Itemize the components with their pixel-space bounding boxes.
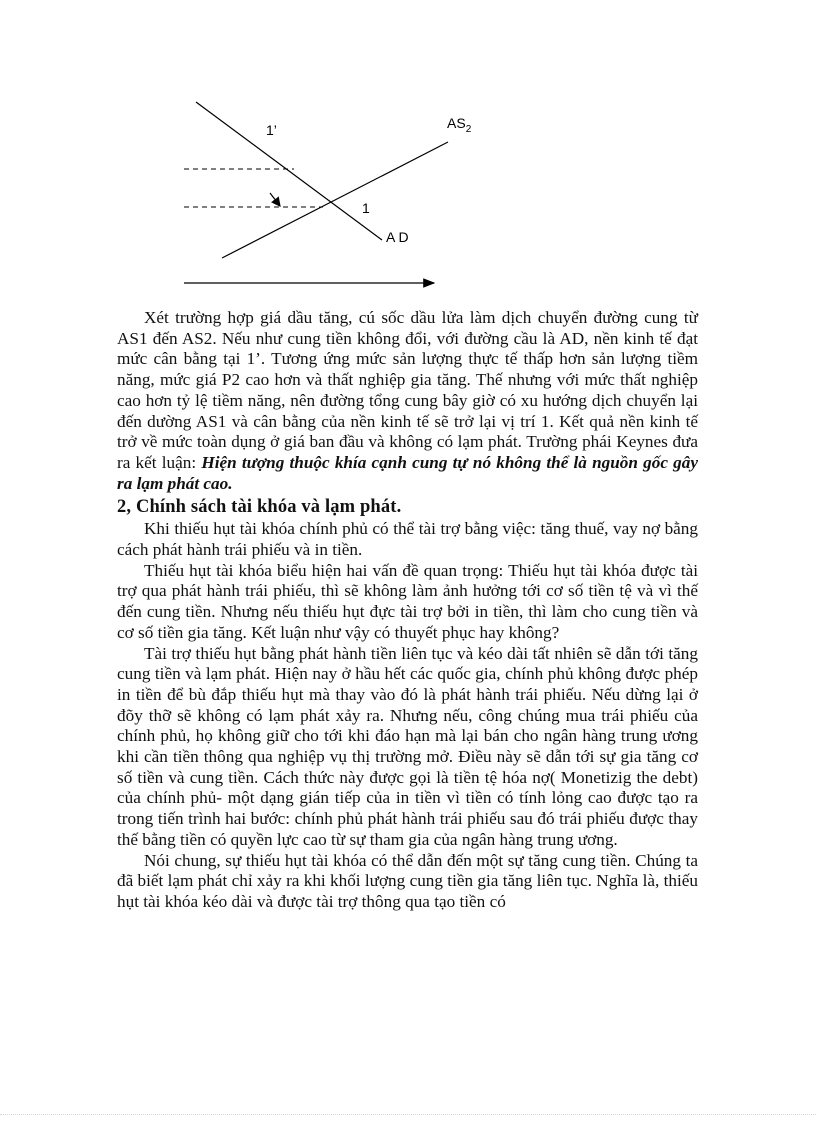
paragraph-money-supply: Nói chung, sự thiếu hụt tài khóa có thể dẫn đến một sự tăng cung tiền. Chúng ta đã biết lạm phát chỉ xảy ra khi khối lượng cung tiền gia tăng liên tục. Nghĩa là, thiếu hụt tài khóa kéo dài và được tài trợ thông qua tạo tiền có bbox=[117, 850, 698, 911]
point-1-prime-label: 1’ bbox=[266, 122, 277, 138]
bottom-dotted-rule bbox=[0, 1114, 816, 1115]
document-body bbox=[117, 308, 698, 913]
as2-curve bbox=[222, 142, 448, 258]
ad-label: A D bbox=[386, 229, 409, 245]
keynes-conclusion: Hiện tượng thuộc khía cạnh cung tự nó không thể là nguồn gốc gây ra lạm phát cao. bbox=[117, 452, 698, 493]
point-1-label: 1 bbox=[362, 200, 370, 216]
as2-label bbox=[447, 115, 472, 135]
paragraph-supply-shock-text: Xét trường hợp giá dầu tăng, cú sốc dầu lửa làm dịch chuyển đường cung từ AS1 đến AS2. Nếu như cung tiền không đổi, với đường cầu là AD, nền kinh tế đạt mức cân bằng tại 1’. Tương ứng mức sản lượng thực tế thấp hơn sản lượng tiềm năng, mức giá P2 cao hơn và thất nghiệp gia tăng. Thế nhưng với mức thất nghiệp cao hơn tỷ lệ tiềm năng, nên đường tổng cung bây giờ có xu hướng dịch chuyển lại đến dường AS1 và cân bằng của nền kinh tế sẽ trở lại vị trí 1. Kết quả nền kinh tế trở về mức toàn dụng ở giá ban đầu và không có lạm phát. Trường phái Keynes đưa ra kết luận: bbox=[117, 308, 698, 472]
paragraph-deficit-financing: Khi thiếu hụt tài khóa chính phủ có thể tài trợ bằng việc: tăng thuế, vay nợ bằng cách phát hành trái phiếu và in tiền. bbox=[117, 519, 698, 560]
shift-arrow bbox=[270, 193, 280, 206]
as2-label-main: AS bbox=[447, 115, 466, 131]
as2-label-subscript: 2 bbox=[465, 124, 472, 135]
as-ad-diagram bbox=[160, 90, 520, 300]
paragraph-deficit-issues: Thiếu hụt tài khóa biểu hiện hai vấn đề quan trọng: Thiếu hụt tài khóa được tài trợ qua phát hành trái phiếu, thì sẽ không làm ảnh hưởng tới cơ số tiền tệ và vì thế đến cung tiền. Nhưng nếu thiếu hụt đực tài trợ bởi in tiền, thì làm cho cung tiền và cơ số tiền gia tăng. Kết luận như vậy có thuyết phục hay không? bbox=[117, 560, 698, 642]
section-heading: 2, Chính sách tài khóa và lạm phát. bbox=[117, 497, 402, 518]
ad-curve bbox=[196, 102, 382, 240]
paragraph-money-creation: Tài trợ thiếu hụt bằng phát hành tiền liên tục và kéo dài tất nhiên sẽ dẫn tới tăng cung tiền và lạm phát. Hiện nay ở hầu hết các quốc gia, chính phủ không được phép in tiền để bù đắp thiếu hụt mà thay vào đó là phát hành trái phiếu. Nếu dừng lại ở đõy thỡ sẽ không có lạm phát xảy ra. Nhưng nếu, công chúng mua trái phiếu của chính phủ, họ không giữ cho tới khi đáo hạn mà lại bán cho ngân hàng trung ương khi cần tiền thông qua nghiệp vụ thị trường mở. Điều này sẽ dẫn tới sự gia tăng cơ số tiền và cung tiền. Cách thức này được gọi là tiền tệ hóa nợ( Monetizig the debt) của chính phủ- một dạng gián tiếp của in tiền vì tiền có tính lỏng cao được tạo ra trong tiến trình hai bước: chính phủ phát hành trái phiếu sau đó trái phiếu được thay thế bằng tiền có quyền lực cao từ sự tham gia của ngân hàng trung ương. bbox=[117, 643, 698, 849]
as-ad-diagram-svg bbox=[160, 90, 520, 300]
paragraph-supply-shock bbox=[117, 308, 698, 494]
